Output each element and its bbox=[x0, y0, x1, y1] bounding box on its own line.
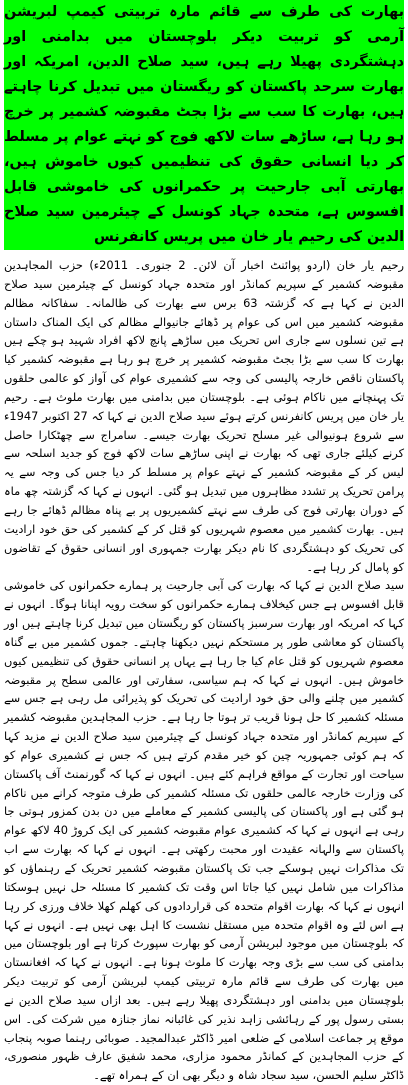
article-headline: بھارت کی طرف سے قائم مارہ تربیتی کیمپ لبریشن آرمی کو تربیت دیکر بلوچستان میں بدامنی اور دہشتگردی پھیلا رہے ہیں، سید صلاح الدین، امریکہ اور بھارت سرحد پاکستان کو ریگستان میں تبدیل کرنا چاہتے ہیں، بھارت کا سب سے بڑا بجٹ مقبوضہ کشمیر پر خرچ ہو رہا ہے، ساڑھے سات لاکھ فوج کو نہتے عوام پر مسلط کر دیا انسانی حقوق کی تنظیمیں کیوں خاموش ہیں، بھارتی آبی جارحیت پر حکمرانوں کی خاموشی قابل افسوس ہے، متحدہ جہاد کونسل کے چیئرمین سید صلاح الدین کی رحیم یار خان میں پریس کانفرنس bbox=[4, 0, 404, 250]
article-body bbox=[4, 256, 404, 1085]
article-paragraph: سید صلاح الدین نے کہا کہ بھارت کی آبی جارحیت پر ہمارے حکمرانوں کی خاموشی قابل افسوس ہے جس کیخلاف ہمارے حکمرانوں کو سخت رویہ اپنانا ہوگا۔ انہوں نے کہا کہ امریکہ اور بھارت سرسبز پاکستان کو ریگستان میں تبدیل کرنا چاہتے ہیں اور پاکستان کو معاشی طور پر مستحکم نہیں دیکھنا چاہتے۔ جموں کشمیر میں بے گناہ معصوم شہریوں کو قتل عام کیا جا رہا ہے یہاں پر انسانی حقوق کی تنظیمیں کیوں خاموش ہیں۔ انہوں نے کہا کہ ہم سیاسی، سفارتی اور عالمی سطح پر مقبوضہ کشمیر میں چلنے والی حق خود ارادیت کی تحریک کو پذیرائی مل رہی ہے جس سے مسئلہ کشمیر کا حل ہونا قریب تر ہوتا جا رہا ہے۔ حزب المجاہدین مقبوضہ کشمیر کے سپریم کمانڈر اور متحدہ جہاد کونسل کے چیئرمین سید صلاح الدین نے مزید کہا کہ ہم کوئی جمہوریہ چین کو خیر مقدم کرتے ہیں کہ جس نے کشمیری عوام کو سیاحت اور تجارت کے مواقع فراہم کئے ہیں۔ انہوں نے کہا کہ گورنمنٹ آف پاکستان کی وزارت خارجہ عالمی حلقوں تک مسئلہ کشمیر کی طرف متوجہ کرانے میں ناکام ہو گئی ہے اور پاکستان کی پالیسی کشمیر کے معاملے میں دن بدن کمزور ہوتی جا رہی ہے انہوں نے کہا کہ کشمیری عوام مقبوضہ کشمیر کی ایک کروڑ 40 لاکھ عوام پاکستان سے والہانہ عقیدت اور محبت رکھتی ہے۔ انہوں نے کہا کہ بھارت سے اب تک مذاکرات نہیں ہوسکے جب تک پاکستان مقبوضہ کشمیر تحریک کے رہنماؤں کو مذاکرات میں شامل نہیں کیا جاتا اس وقت تک کشمیر کا مسئلہ حل نہیں ہوسکتا انہوں نے کہا کہ بھارت اقوام متحدہ کی قراردادوں کی کھلم کھلا خلاف ورزی کر رہا ہے اس لئے وہ اقوام متحدہ میں مستقل نشست کا اہل بھی نہیں ہے۔ انہوں نے کہا کہ بلوچستان میں موجود لبریشن آرمی کو بھارت سپورٹ کرتا ہے اور بلوچستان میں بدامنی کی سب سے بڑی وجہ بھارت کا ملوث ہونا ہے۔ انہوں نے کہا کہ افغانستان میں بھارت کی طرف سے قائم مارہ تربیتی کیمپ لبریشن آرمی کو تربیت دیکر بلوچستان میں بدامنی اور دہشتگردی پھیلا رہے ہیں۔ بعد ازاں سید صلاح الدین نے بستی رسول پور کے رہائشی زاہد نذیر کی غائبانہ نماز جنازہ میں شرکت کی۔ اس موقع پر جماعت اسلامی کے ضلعی امیر ڈاکٹر عبدالمجید۔ صوبائی رہنما صوبہ پنجاب کے حزب المجاہدین کے کمانڈر محمود مزاری، محمد شفیق عارف ظہور منصوری، ڈاکٹر سلیم الحسن، سید سجاد شاہ و دیگر بھی ان کے ہمراہ تھے۔ bbox=[4, 578, 404, 1083]
news-article bbox=[4, 0, 404, 1085]
article-paragraph: رحیم یار خان (اردو پوائنٹ اخبار آن لائن۔ 2 جنوری۔ 2011ء) حزب المجاہدین مقبوضہ کشمیر کے سپریم کمانڈر اور متحدہ جہاد کونسل کے چیئرمین سید صلاح الدین نے کہا ہے کہ گزشتہ 63 برس سے بھارت کی ظالمانہ۔ سفاکانہ مظالم مقبوضہ کشمیر میں اس کی عوام پر ڈھائے جانیوالے مظالم کی ایک المناک داستان ہے تین نسلوں سے جاری اس تحریک میں ساڑھے پانچ لاکھ افراد شہید ہو چکے ہیں بھارت کا سب سے بڑا بجٹ مقبوضہ کشمیر پر خرچ ہو رہا ہے مقبوضہ کشمیر کیا پاکستان ناقص خارجہ پالیسی کی وجہ سے کشمیری عوام کی آواز کو عالمی حلقوں تک پہنچانے میں ناکام ہوئی ہے۔ بلوچستان میں بدامنی میں بھارت ملوث ہے۔ رحیم یار خان میں پریس کانفرنس کرتے ہوئے سید صلاح الدین نے کہا کہ 27 اکتوبر 1947ء سے شروع ہونیوالی غیر مسلح تحریک بھارت جیسے۔ سامراج سے چھٹکارا حاصل کرنے کیلئے جاری تھی کہ بھارت نے اپنی ساڑھے سات لاکھ فوج کو جدید اسلحہ سے لیس کر کے مقبوضہ کشمیر کے نہتے عوام پر مسلط کر دیا جس کی وجہ سے یہ پرامن تحریک پر تشدد مظاہروں میں تبدیل ہو گئی۔ انہوں نے کہا کہ گزشتہ چھ ماہ کے دوران بھارتی فوج کی طرف سے نہتے کشمیریوں پر بے پناہ مظالم ڈھائے جا رہے ہیں۔ بھارت کشمیر میں معصوم شہریوں کو قتل کر کے کشمیر کی حق خود ارادیت کی تحریک کو دہشتگردی کا نام دیکر بھارت جمہوری اور انسانی حقوق کے تقاضوں کو پامال کر رہا ہے۔ bbox=[4, 258, 404, 574]
